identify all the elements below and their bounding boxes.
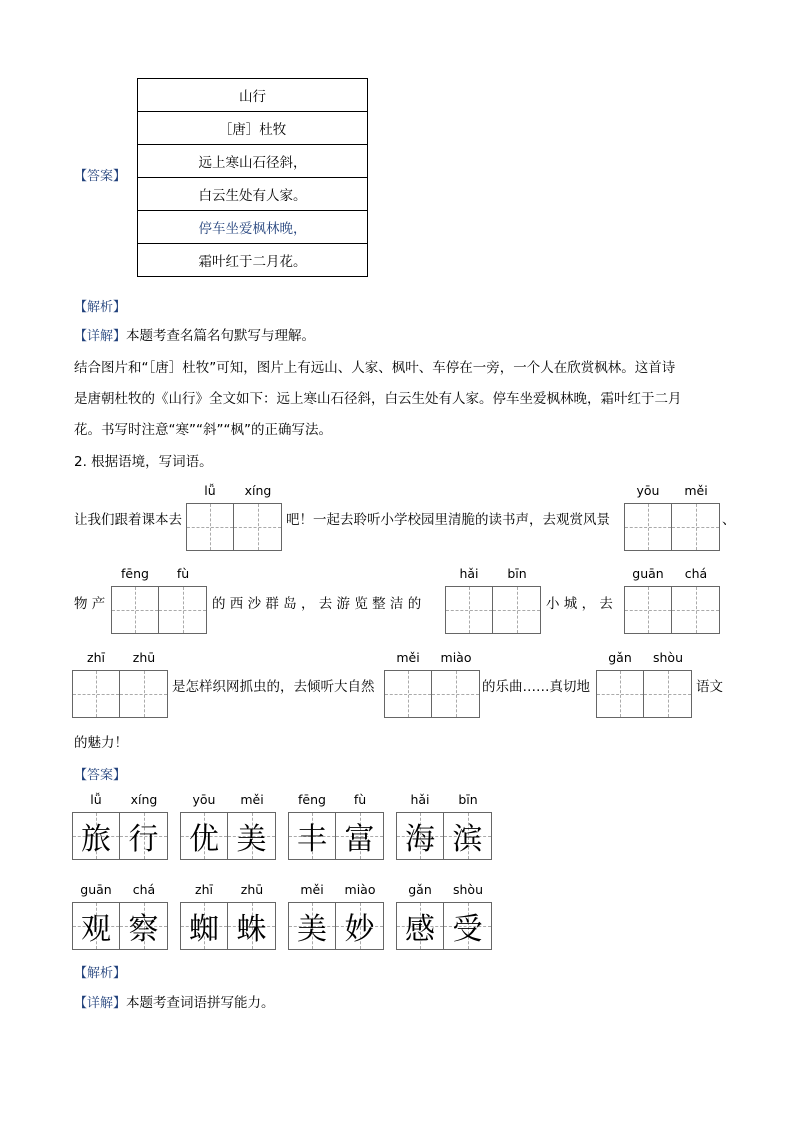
pinyin: měi [396, 650, 420, 665]
grid-cell[interactable] [120, 670, 168, 718]
answer-character: 海 [405, 822, 435, 857]
detail-text: 本题考查名篇名句默写与理解。 [126, 328, 316, 344]
grid-cell[interactable] [624, 586, 672, 634]
tianzige-blank[interactable] [111, 586, 207, 634]
detail-2-line [74, 993, 275, 1014]
grid-cell[interactable] [384, 670, 432, 718]
grid-cell [336, 902, 384, 950]
grid-cell[interactable] [111, 586, 159, 634]
pinyin: yōu [192, 792, 216, 807]
answer-character: 滨 [452, 822, 483, 857]
answer-character: 富 [344, 822, 375, 857]
pinyin: zhū [132, 650, 156, 665]
tianzige-blank[interactable] [384, 670, 480, 718]
pinyin: xíng [244, 483, 272, 498]
pinyin: chá [132, 882, 156, 897]
answer-character: 美 [297, 912, 327, 947]
detail-para: 花。书写时注意“寒”“斜”“枫”的正确写法。 [74, 422, 332, 438]
pinyin: zhī [195, 882, 213, 897]
pinyin: lǚ [90, 792, 102, 807]
grid-cell[interactable] [596, 670, 644, 718]
grid-cell[interactable] [672, 586, 720, 634]
poem-line: 霜叶红于二月花。 [138, 244, 368, 277]
poem-line: 白云生处有人家。 [138, 178, 368, 211]
sentence-text: 让我们跟着课本去 [74, 512, 182, 528]
grid-cell [444, 902, 492, 950]
pinyin: guān [80, 882, 112, 897]
answer-character: 妙 [344, 912, 375, 947]
pinyin: fēng [121, 566, 149, 581]
tianzige-answer [72, 812, 168, 860]
grid-cell [180, 812, 228, 860]
tianzige-blank[interactable] [186, 503, 282, 551]
detail-para: 是唐朝杜牧的《山行》全文如下：远上寒山石径斜，白云生处有人家。停车坐爱枫林晚，霜叶红于二月 [74, 391, 682, 407]
sentence-text: 的 西 沙 群 岛 ， 去 游 览 整 洁 的 [212, 596, 422, 612]
grid-cell [120, 812, 168, 860]
pinyin: shòu [452, 882, 483, 897]
tianzige-answer [396, 902, 492, 950]
pinyin: měi [240, 792, 264, 807]
pinyin: gǎn [608, 650, 632, 665]
pinyin: bīn [507, 566, 527, 581]
grid-cell[interactable] [644, 670, 692, 718]
grid-cell[interactable] [234, 503, 282, 551]
answer-character: 受 [452, 912, 483, 947]
tianzige-blank[interactable] [624, 503, 720, 551]
answer-label: 【答案】 [74, 169, 127, 184]
pinyin: lǚ [204, 483, 216, 498]
tianzige-answer [288, 902, 384, 950]
grid-cell[interactable] [72, 670, 120, 718]
poem-line: 远上寒山石径斜， [138, 145, 368, 178]
pinyin: yōu [636, 483, 660, 498]
grid-cell[interactable] [445, 586, 493, 634]
pinyin: fù [176, 566, 190, 581]
sentence-text: 是怎样织网抓虫的，去倾听大自然 [172, 679, 375, 695]
grid-cell [396, 902, 444, 950]
sentence-text: 、 [722, 512, 736, 528]
pinyin: fēng [298, 792, 326, 807]
pinyin: shòu [652, 650, 683, 665]
tianzige-answer [288, 812, 384, 860]
poem-title: 山行 [138, 79, 368, 112]
grid-cell[interactable] [493, 586, 541, 634]
tianzige-blank[interactable] [72, 670, 168, 718]
sentence-text: 物 产 [74, 596, 106, 612]
analysis-label: 【解析】 [74, 966, 127, 981]
detail-prefix: 【详解】 [74, 329, 127, 344]
grid-cell [336, 812, 384, 860]
pinyin: guān [632, 566, 664, 581]
pinyin: gǎn [408, 882, 432, 897]
grid-cell [180, 902, 228, 950]
pinyin: fù [353, 792, 367, 807]
sentence-text: 语文 [696, 679, 723, 695]
sentence-text: 的魅力！ [74, 735, 128, 751]
grid-cell [120, 902, 168, 950]
answer-character: 丰 [297, 822, 327, 857]
pinyin: miào [440, 650, 472, 665]
tianzige-answer [180, 812, 276, 860]
answer-character: 察 [128, 912, 159, 947]
pinyin: chá [684, 566, 708, 581]
detail-para: 结合图片和“［唐］杜牧”可知，图片上有远山、人家、枫叶、车停在一旁，一个人在欣赏枫林。这首诗 [74, 360, 676, 376]
question-2-title: 2. 根据语境，写词语。 [74, 454, 213, 470]
sentence-text: 吧！一起去聆听小学校园里清脆的读书声，去观赏风景 [286, 512, 610, 528]
grid-cell[interactable] [624, 503, 672, 551]
grid-cell[interactable] [159, 586, 207, 634]
grid-cell [72, 902, 120, 950]
tianzige-answer [72, 902, 168, 950]
tianzige-blank[interactable] [445, 586, 541, 634]
answer-character: 蜘 [189, 912, 219, 947]
pinyin: měi [300, 882, 324, 897]
tianzige-blank[interactable] [624, 586, 720, 634]
pinyin: xíng [130, 792, 158, 807]
grid-cell[interactable] [432, 670, 480, 718]
answer-label: 【答案】 [74, 768, 127, 783]
pinyin: miào [344, 882, 376, 897]
grid-cell [288, 902, 336, 950]
pinyin: zhī [87, 650, 105, 665]
detail-1-line [74, 326, 315, 347]
grid-cell[interactable] [186, 503, 234, 551]
sentence-text: 的乐曲……真切地 [482, 679, 590, 695]
answer-character: 蛛 [236, 912, 267, 947]
pinyin: zhū [240, 882, 264, 897]
pinyin: hǎi [410, 792, 430, 807]
poem-author: ［唐］杜牧 [138, 112, 368, 145]
answer-character: 美 [236, 822, 267, 857]
poem-table [137, 78, 368, 277]
tianzige-answer [180, 902, 276, 950]
tianzige-blank[interactable] [596, 670, 692, 718]
answer-character: 观 [81, 912, 111, 947]
analysis-label: 【解析】 [74, 300, 127, 315]
pinyin: bīn [458, 792, 478, 807]
detail-prefix: 【详解】 [74, 996, 127, 1011]
grid-cell[interactable] [672, 503, 720, 551]
answer-character: 行 [128, 822, 159, 857]
tianzige-answer [396, 812, 492, 860]
answer-character: 旅 [81, 822, 111, 857]
grid-cell [444, 812, 492, 860]
grid-cell [72, 812, 120, 860]
grid-cell [396, 812, 444, 860]
detail-text: 本题考查词语拼写能力。 [126, 995, 275, 1011]
grid-cell [288, 812, 336, 860]
grid-cell [228, 902, 276, 950]
poem-line: 停车坐爱枫林晚， [138, 211, 368, 244]
pinyin: měi [684, 483, 708, 498]
pinyin: hǎi [459, 566, 479, 581]
sentence-text: 小 城 ， 去 [546, 596, 613, 612]
grid-cell [228, 812, 276, 860]
answer-character: 优 [189, 822, 219, 857]
answer-character: 感 [405, 912, 435, 947]
